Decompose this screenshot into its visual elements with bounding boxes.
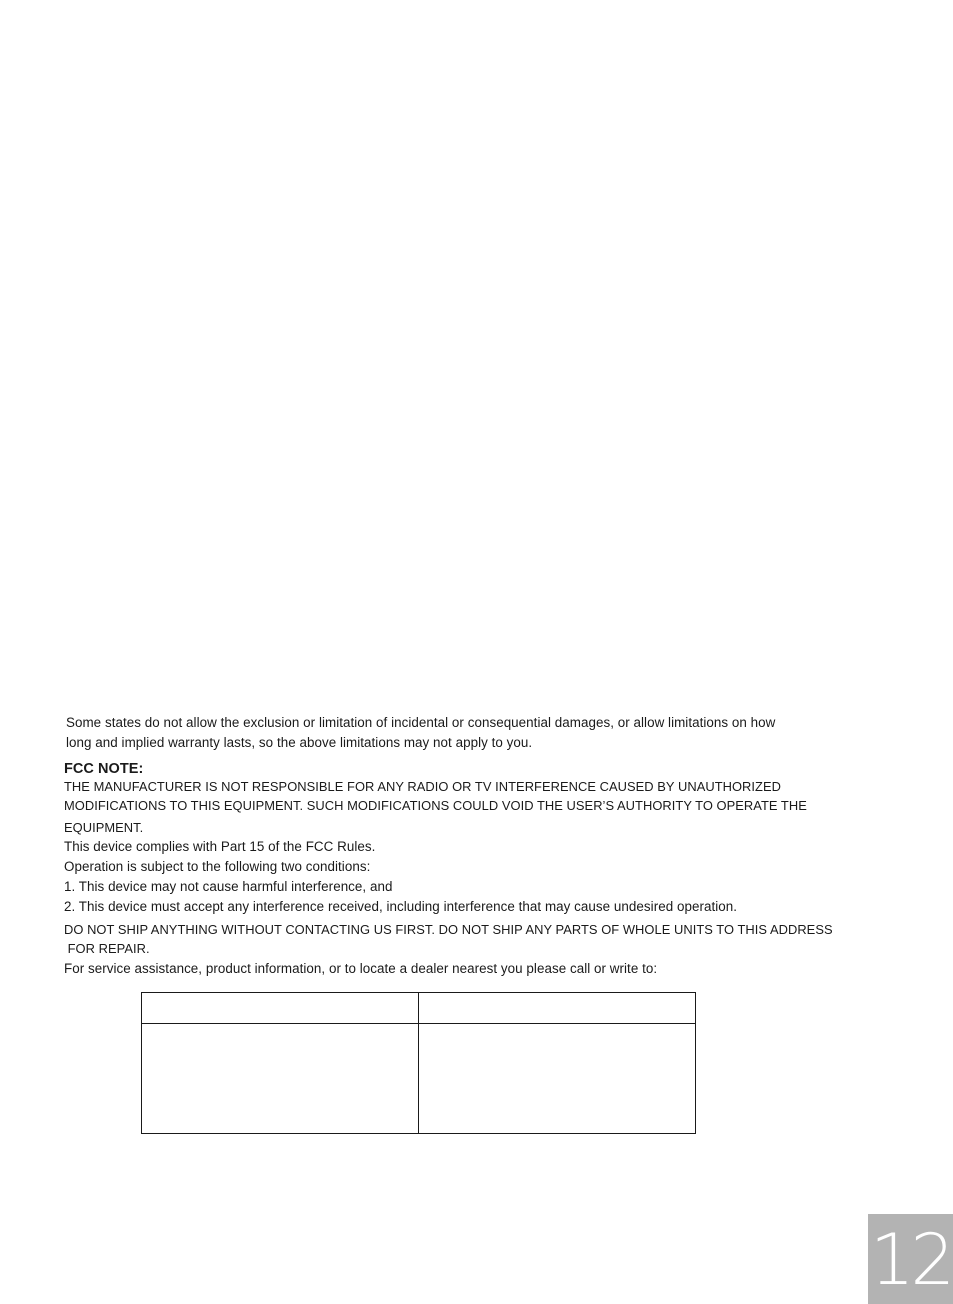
service-assistance-text: For service assistance, product information, or to locate a dealer nearest you please call or write to: [64,961,658,976]
contact-table-body-cell-left [142,1024,419,1134]
contact-table-body-row [142,1024,696,1134]
warranty-note-line-2: long and implied warranty lasts, so the above limitations may not apply to you. [66,735,533,750]
fcc-conditions-intro: Operation is subject to the following two conditions: [64,859,371,874]
fcc-condition-1: 1. This device may not cause harmful interference, and [64,879,393,894]
contact-table-body-cell-right [419,1024,696,1134]
fcc-compliance-statement: This device complies with Part 15 of the FCC Rules. [64,839,376,854]
contact-address-table [141,992,696,1134]
shipping-warning-line-2: FOR REPAIR. [64,941,150,956]
contact-table-header-row [142,993,696,1024]
fcc-note-heading: FCC NOTE: [64,761,144,777]
fcc-condition-2: 2. This device must accept any interference received, including interference that may cause undesired operation. [64,899,738,914]
fcc-disclaimer-line-1: THE MANUFACTURER IS NOT RESPONSIBLE FOR ANY RADIO OR TV INTERFERENCE CAUSED BY UNAUTHORIZED [64,779,781,794]
fcc-disclaimer-line-3: EQUIPMENT. [64,820,144,835]
contact-table-header-cell-right [419,993,696,1024]
page-number-tab [868,1214,953,1304]
warranty-note-line-1: Some states do not allow the exclusion or limitation of incidental or consequential damages, or allow limitations on how [66,715,776,730]
page-number: 12 [869,1219,952,1301]
shipping-warning-line-1: DO NOT SHIP ANYTHING WITHOUT CONTACTING US FIRST. DO NOT SHIP ANY PARTS OF WHOLE UNITS TO THIS ADDRESS [64,922,833,937]
fcc-disclaimer-line-2: MODIFICATIONS TO THIS EQUIPMENT. SUCH MODIFICATIONS COULD VOID THE USER’S AUTHORITY TO OPERATE THE [64,798,807,813]
contact-table-header-cell-left [142,993,419,1024]
